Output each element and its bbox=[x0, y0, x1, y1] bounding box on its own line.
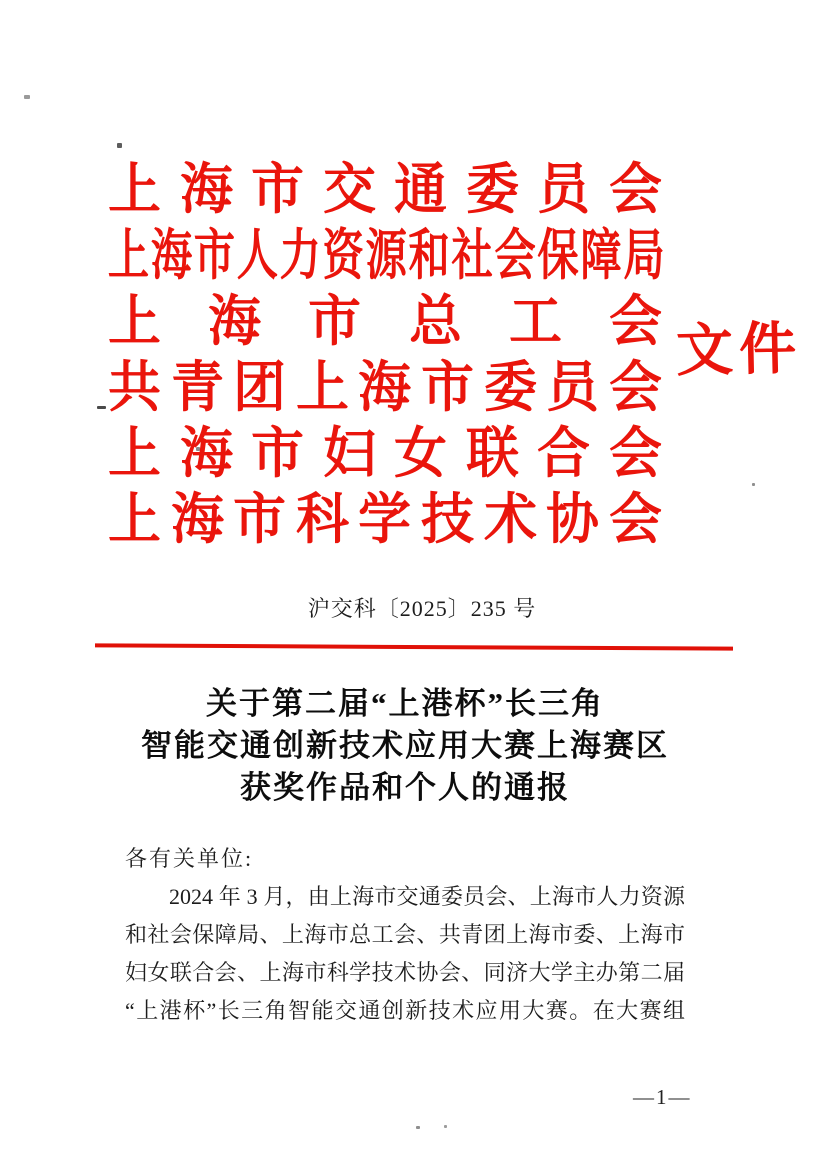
body-line: 和社会保障局、上海市总工会、共青团上海市委、上海市 bbox=[125, 922, 685, 947]
doc-number: 沪交科〔2025〕235 号 bbox=[307, 596, 537, 621]
org-line-gongqingtuan: 共 青 团 上 海 市 委 员 会 bbox=[108, 357, 662, 418]
org-line-zonggonghui: 上 海 市 总 工 会 bbox=[108, 291, 662, 352]
org-line-jiaotongwei: 上 海 市 交 通 委 员 会 bbox=[108, 159, 662, 220]
org-line-renshebaozhangju: 上 海 市 人 力 资 源 和 社 会 保 障 局 bbox=[107, 225, 665, 286]
scan-speck bbox=[416, 1126, 420, 1129]
letterhead-org-block bbox=[107, 157, 663, 553]
doc-type-label: 文件 bbox=[675, 317, 803, 384]
body-line: 妇女联合会、上海市科学技术协会、同济大学主办第二届 bbox=[125, 960, 685, 985]
scan-speck bbox=[24, 95, 30, 99]
title-line-3: 获奖作品和个人的通报 bbox=[240, 770, 570, 805]
scan-speck bbox=[444, 1125, 447, 1128]
document-title bbox=[125, 683, 685, 809]
page-number: —1— bbox=[633, 1085, 692, 1109]
salutation: 各有关单位: bbox=[125, 846, 254, 871]
body-line: “上港杯”长三角智能交通创新技术应用大赛。在大赛组 bbox=[125, 998, 685, 1023]
red-divider-rule bbox=[95, 643, 733, 650]
document-body bbox=[125, 840, 685, 1030]
body-line: 2024 年 3 月，由上海市交通委员会、上海市人力资源 bbox=[169, 884, 685, 909]
title-line-2: 智能交通创新技术应用大赛上海赛区 bbox=[141, 728, 669, 763]
org-line-fulian: 上 海 市 妇 女 联 合 会 bbox=[108, 423, 662, 484]
org-line-kexie: 上 海 市 科 学 技 术 协 会 bbox=[108, 489, 662, 550]
title-line-1: 关于第二届“上港杯”长三角 bbox=[206, 686, 604, 721]
scan-speck bbox=[117, 143, 122, 148]
scan-speck bbox=[752, 483, 755, 486]
scan-speck bbox=[97, 406, 106, 409]
